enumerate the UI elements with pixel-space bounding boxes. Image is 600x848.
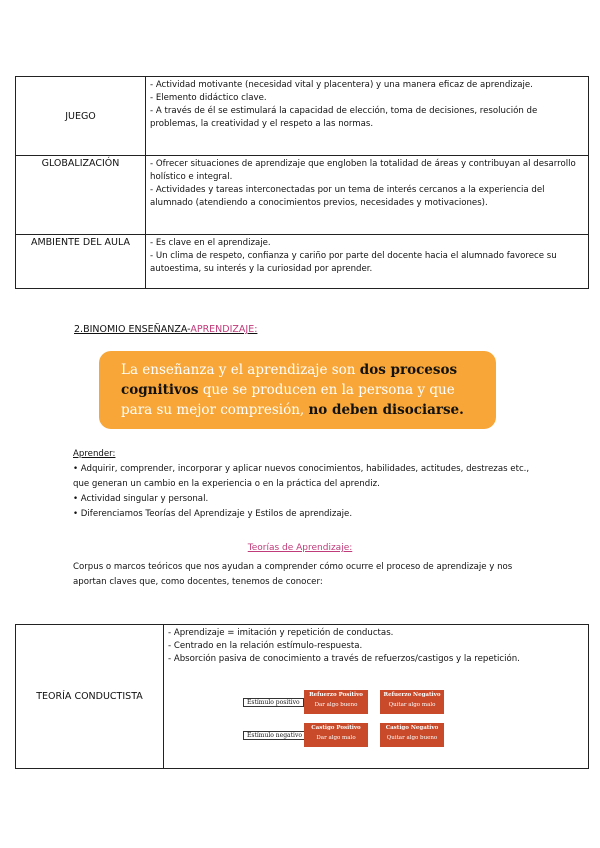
box-subtitle: Dar algo bueno	[314, 702, 358, 708]
content-line: - Centrado en la relación estímulo-respuesta.	[168, 641, 363, 651]
theories-description: Corpus o marcos teóricos que nos ayudan a comprender cómo ocurre el proceso de aprendizaje y nos aportan claves que, como docentes, tenemos de conocer:	[73, 562, 513, 587]
row-label-juego: JUEGO	[16, 77, 146, 156]
table-row	[16, 156, 589, 235]
content-line: - Actividad motivante (necesidad vital y placentera) y una manera eficaz de aprendizaje.	[150, 80, 533, 90]
section-heading-prefix: 2.BINOMIO ENSEÑANZA-	[74, 324, 191, 335]
theory-label: TEORÍA CONDUCTISTA	[16, 625, 164, 769]
aprender-heading: Aprender:	[73, 449, 116, 459]
aprender-bullet: • Diferenciamos Teorías del Aprendizaje y Estilos de aprendizaje.	[73, 509, 353, 519]
content-line: - Es clave en el aprendizaje.	[150, 238, 271, 248]
content-line: - Aprendizaje = imitación y repetición de conductas.	[168, 628, 394, 638]
section-heading-accent: APRENDIZAJE:	[190, 324, 258, 335]
callout-bold: no deben disociarse.	[308, 402, 464, 418]
aprender-bullet: • Actividad singular y personal.	[73, 494, 209, 504]
content-line: - Actividades y tareas interconectadas por un tema de interés cercanos a la experiencia del alumnado (atendiendo a conocimientos previos, necesidades y motivaciones).	[150, 185, 545, 208]
section-heading	[74, 324, 257, 335]
callout-bold: dos procesos cognitivos	[121, 362, 458, 398]
callout-text: La enseñanza y el aprendizaje son	[121, 362, 360, 378]
box-title: Refuerzo Negativo	[383, 692, 441, 698]
content-line: - Ofrecer situaciones de aprendizaje que engloben la totalidad de áreas y contribuyan al desarrollo holístico e integral.	[150, 159, 576, 182]
callout-box	[99, 351, 496, 429]
aprender-bullet: • Adquirir, comprender, incorporar y aplicar nuevos conocimientos, habilidades, actitudes, destrezas etc., que generan un cambio en la experiencia o en la práctica del aprendiz.	[73, 464, 530, 489]
principles-table	[15, 76, 589, 289]
box-subtitle: Quitar algo malo	[388, 702, 436, 708]
positive-punishment-box	[304, 723, 368, 747]
negative-reinforcement-box	[380, 690, 444, 714]
box-title: Castigo Positivo	[311, 725, 361, 731]
row-label-ambiente: AMBIENTE DEL AULA	[16, 235, 146, 289]
box-title: Refuerzo Positivo	[309, 692, 363, 698]
box-subtitle: Quitar algo bueno	[386, 735, 438, 741]
aprender-block	[73, 447, 543, 522]
content-line: - Absorción pasiva de conocimiento a través de refuerzos/castigos y la repetición.	[168, 654, 520, 664]
table-row	[16, 77, 589, 156]
conditioning-diagram	[237, 690, 457, 752]
content-line: - Un clima de respeto, confianza y cariño por parte del docente hacia el alumnado favorece su autoestima, su interés y la curiosidad por aprender.	[150, 251, 557, 274]
positive-reinforcement-box	[304, 690, 368, 714]
stimulus-positive-label: Estímulo positivo	[243, 698, 304, 707]
row-content-juego	[146, 77, 589, 156]
callout-text: que se producen en la persona y que para su mejor compresión,	[121, 382, 455, 418]
stimulus-negative-label: Estímulo negativo	[243, 731, 306, 740]
box-title: Castigo Negativo	[385, 725, 439, 731]
table-row	[16, 235, 589, 289]
row-content-globalizacion	[146, 156, 589, 235]
negative-punishment-box	[380, 723, 444, 747]
content-line: - Elemento didáctico clave.	[150, 93, 267, 103]
row-label-globalizacion: GLOBALIZACIÓN	[16, 156, 146, 235]
row-content-ambiente	[146, 235, 589, 289]
box-subtitle: Dar algo malo	[316, 735, 356, 741]
content-line: - A través de él se estimulará la capacidad de elección, toma de decisiones, resolución de problemas, la creatividad y el respeto a las normas.	[150, 106, 538, 129]
theories-title: Teorías de Aprendizaje:	[247, 543, 353, 553]
